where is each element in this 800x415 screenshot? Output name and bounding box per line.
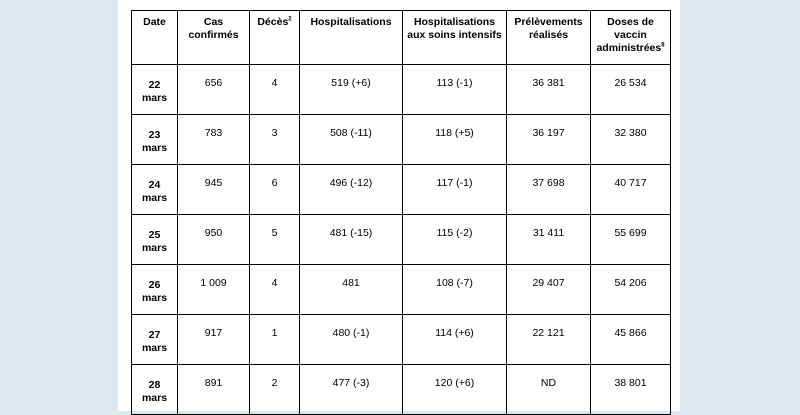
cell-doses-vaccin: 54 206 <box>591 265 671 315</box>
cell-prelevements: 37 698 <box>507 165 591 215</box>
cell-hospitalisations: 477 (-3) <box>300 365 403 415</box>
cell-doses-vaccin: 40 717 <box>591 165 671 215</box>
cell-hospitalisations: 519 (+6) <box>300 65 403 115</box>
cell-soins-intensifs: 118 (+5) <box>403 115 507 165</box>
cell-deces: 2 <box>250 365 300 415</box>
cell-date: 25 mars <box>132 215 178 265</box>
table-row <box>132 215 671 265</box>
cell-cas-confirmes: 945 <box>178 165 250 215</box>
cell-doses-vaccin: 38 801 <box>591 365 671 415</box>
cell-deces: 3 <box>250 115 300 165</box>
header-doses-vaccin: Doses de vaccin administrées$^8$ <box>591 11 671 65</box>
cell-deces: 5 <box>250 215 300 265</box>
table-row <box>132 265 671 315</box>
table-row <box>132 165 671 215</box>
cell-cas-confirmes: 950 <box>178 215 250 265</box>
cell-prelevements: 22 121 <box>507 315 591 365</box>
cell-doses-vaccin: 32 380 <box>591 115 671 165</box>
cell-date: 22 mars <box>132 65 178 115</box>
cell-doses-vaccin: 26 534 <box>591 65 671 115</box>
cell-date: 27 mars <box>132 315 178 365</box>
cell-hospitalisations: 508 (-11) <box>300 115 403 165</box>
table-row <box>132 315 671 365</box>
cell-prelevements: 36 197 <box>507 115 591 165</box>
cell-soins-intensifs: 117 (-1) <box>403 165 507 215</box>
cell-deces: 1 <box>250 315 300 365</box>
cell-cas-confirmes: 891 <box>178 365 250 415</box>
cell-soins-intensifs: 108 (-7) <box>403 265 507 315</box>
cell-prelevements: ND <box>507 365 591 415</box>
cell-hospitalisations: 481 (-15) <box>300 215 403 265</box>
cell-cas-confirmes: 917 <box>178 315 250 365</box>
cell-date: 26 mars <box>132 265 178 315</box>
cell-cas-confirmes: 783 <box>178 115 250 165</box>
cell-deces: 4 <box>250 265 300 315</box>
footnote-marker: 8 <box>661 42 665 49</box>
table-row <box>132 65 671 115</box>
cell-deces: 6 <box>250 165 300 215</box>
cell-hospitalisations: 496 (-12) <box>300 165 403 215</box>
header-date: Date <box>132 11 178 65</box>
footnote-marker: 2 <box>288 16 292 23</box>
cell-hospitalisations: 480 (-1) <box>300 315 403 365</box>
covid-stats-table <box>131 10 671 415</box>
cell-hospitalisations: 481 <box>300 265 403 315</box>
table-row <box>132 115 671 165</box>
cell-cas-confirmes: 656 <box>178 65 250 115</box>
header-deces: Décès$^2$ <box>250 11 300 65</box>
header-prelevements: Prélèvements réalisés <box>507 11 591 65</box>
cell-cas-confirmes: 1 009 <box>178 265 250 315</box>
cell-doses-vaccin: 55 699 <box>591 215 671 265</box>
cell-deces: 4 <box>250 65 300 115</box>
table-header-row <box>132 11 671 65</box>
header-cas-confirmes: Cas confirmés <box>178 11 250 65</box>
cell-doses-vaccin: 45 866 <box>591 315 671 365</box>
cell-prelevements: 31 411 <box>507 215 591 265</box>
header-hospitalisations: Hospitalisations <box>300 11 403 65</box>
cell-prelevements: 36 381 <box>507 65 591 115</box>
cell-soins-intensifs: 115 (-2) <box>403 215 507 265</box>
cell-date: 28 mars <box>132 365 178 415</box>
cell-soins-intensifs: 114 (+6) <box>403 315 507 365</box>
header-soins-intensifs: Hospitalisations aux soins intensifs <box>403 11 507 65</box>
document-page <box>118 0 680 411</box>
cell-prelevements: 29 407 <box>507 265 591 315</box>
cell-soins-intensifs: 120 (+6) <box>403 365 507 415</box>
cell-soins-intensifs: 113 (-1) <box>403 65 507 115</box>
cell-date: 24 mars <box>132 165 178 215</box>
cell-date: 23 mars <box>132 115 178 165</box>
table-row <box>132 365 671 415</box>
